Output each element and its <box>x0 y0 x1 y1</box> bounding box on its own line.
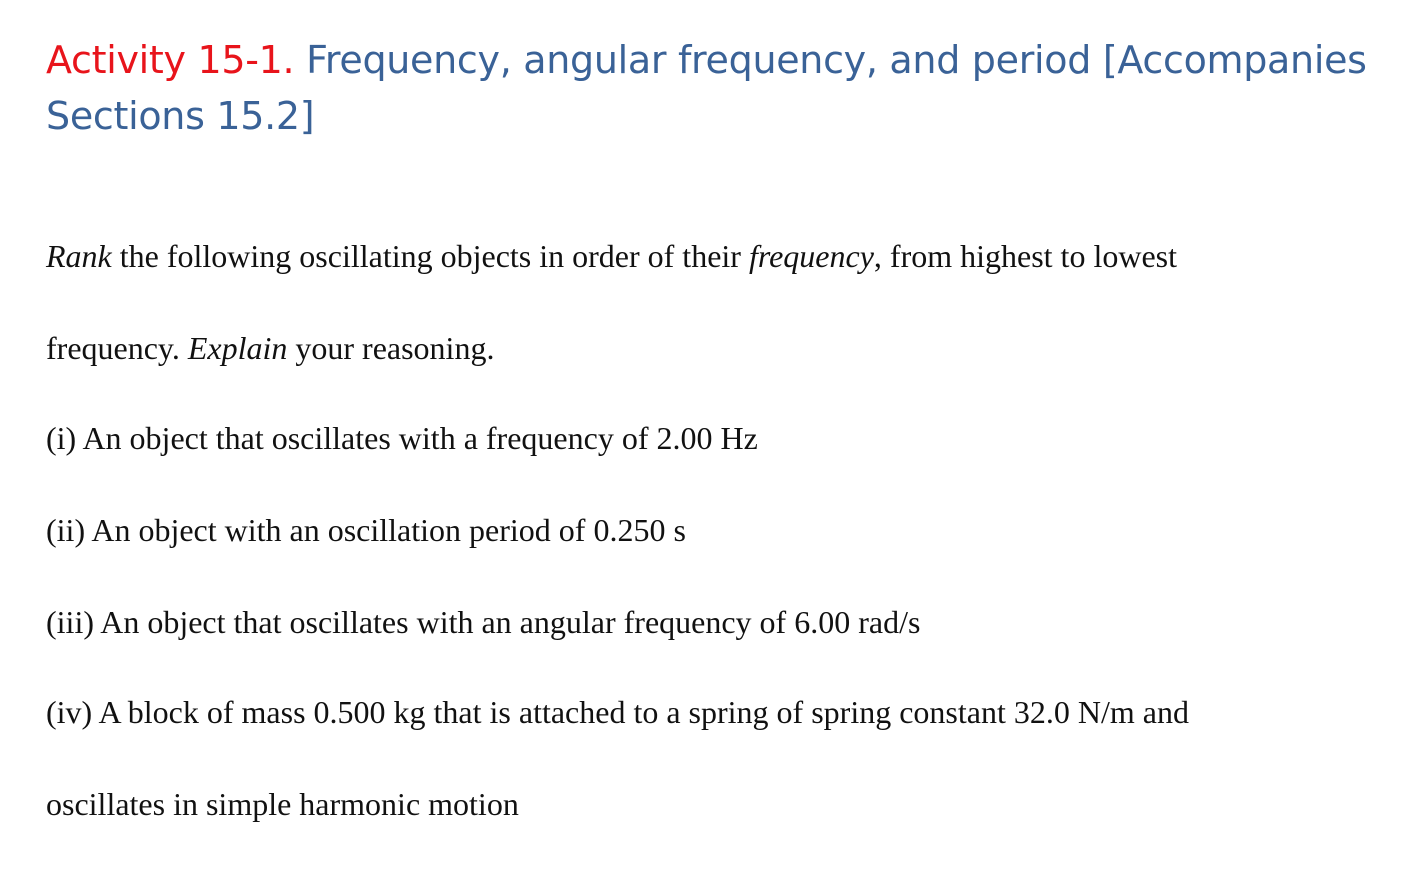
list-item-iv-line-2: oscillates in simple harmonic motion <box>46 786 519 822</box>
activity-title: Frequency, angular frequency, and period [Accompanies Sections 15.2] <box>46 38 1367 138</box>
intro-part-1: the following oscillating objects in order of their <box>111 238 749 274</box>
activity-heading <box>46 32 1386 144</box>
list-item-ii: (ii) An object with an oscillation period of 0.250 s <box>46 512 686 548</box>
explain-word: Explain <box>187 330 288 366</box>
intro-part-3: frequency. <box>46 330 188 366</box>
intro-line-2 <box>46 330 494 367</box>
intro-part-2: , from highest to lowest <box>873 238 1177 274</box>
frequency-word: frequency <box>748 238 874 274</box>
list-item-iv-line-1: (iv) A block of mass 0.500 kg that is attached to a spring of spring constant 32.0 N/m and <box>46 694 1189 730</box>
list-item-iii: (iii) An object that oscillates with an angular frequency of 6.00 rad/s <box>46 604 921 640</box>
intro-line-1 <box>46 238 1177 275</box>
list-item-i: (i) An object that oscillates with a frequency of 2.00 Hz <box>46 420 758 456</box>
activity-page <box>46 32 1386 822</box>
rank-word: Rank <box>46 238 112 274</box>
activity-label: Activity 15-1. <box>46 38 295 82</box>
intro-part-4: your reasoning. <box>287 330 495 366</box>
